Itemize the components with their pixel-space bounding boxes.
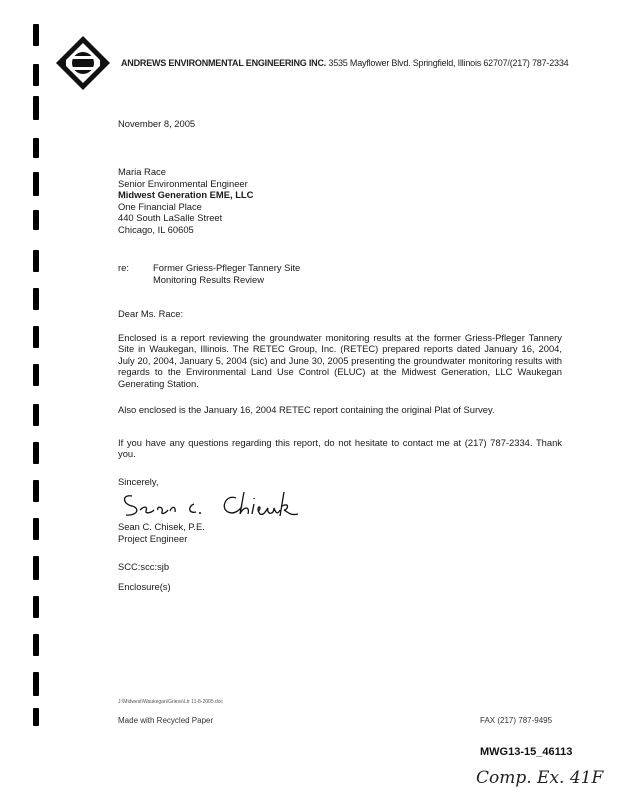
binder-mark: [33, 138, 39, 158]
document-id: MWG13-15_46113: [480, 746, 573, 758]
binder-mark: [33, 250, 39, 272]
binder-mark: [33, 172, 39, 196]
binder-mark: [33, 518, 39, 540]
company-logo-icon: [54, 34, 112, 92]
binder-mark: [33, 64, 39, 86]
recycled-paper-note: Made with Recycled Paper: [118, 716, 214, 725]
re-subject: [153, 262, 300, 285]
signer-name: Sean C. Chisek, P.E.: [118, 521, 205, 532]
recipient-block: [118, 166, 253, 236]
signer-title: Project Engineer: [118, 532, 188, 544]
salutation: Dear Ms. Race:: [118, 308, 184, 319]
binder-mark: [33, 672, 39, 696]
binder-mark: [33, 596, 39, 618]
re-subject-line1: Former Griess-Pfleger Tannery Site: [153, 262, 301, 273]
binder-mark: [33, 442, 39, 464]
body-paragraph: Enclosed is a report reviewing the groundwater monitoring results at the former Griess-Pfleger Tannery Site in Waukegan, Illinois. The RETEC Group, Inc. (RETEC) prepared reports dated January 16, 2004, July 20, 2004, January 5, 2004 (sic) and June 30, 2005 presenting the groundwater monitoring results with regards to the Environmental Land Use Control (ELUC) at the Midwest Generation, LLC Waukegan Generating Station.: [118, 332, 562, 389]
closing: Sincerely,: [118, 476, 159, 487]
company-name: ANDREWS ENVIRONMENTAL ENGINEERING INC.: [121, 58, 327, 68]
recipient-address-line1: One Financial Place: [118, 200, 202, 212]
enclosures-note: Enclosure(s): [118, 581, 171, 592]
binder-mark: [33, 634, 39, 656]
binder-mark: [33, 288, 39, 310]
recipient-address-line2: 440 South LaSalle Street: [118, 212, 223, 224]
handwritten-signature: [118, 484, 308, 520]
letterhead: [121, 58, 568, 68]
body-paragraph: If you have any questions regarding this report, do not hesitate to contact me at (217) 787-2334. Thank you.: [118, 437, 562, 460]
binder-mark: [33, 326, 39, 348]
exhibit-stamp: Comp. Ex. 41F: [476, 768, 604, 788]
binder-mark: [33, 364, 39, 386]
signer-block: [118, 521, 205, 544]
re-subject-line2: Monitoring Results Review: [153, 273, 264, 285]
recipient-company: Midwest Generation EME, LLC: [118, 189, 254, 201]
file-path: J:\Midwest\Waukegan\Griess\Ltr 11-8-2005.doc: [118, 699, 224, 705]
recipient-title: Senior Environmental Engineer: [118, 177, 248, 189]
letter-date: November 8, 2005: [118, 118, 196, 129]
fax-number: FAX (217) 787-9495: [480, 716, 553, 725]
recipient-name: Maria Race: [118, 166, 166, 177]
re-label: re:: [118, 262, 129, 273]
recipient-city: Chicago, IL 60605: [118, 223, 194, 235]
binder-mark: [33, 404, 39, 426]
company-address: 3535 Mayflower Blvd. Springfield, Illinois 62707/(217) 787-2334: [328, 58, 569, 68]
binder-mark: [33, 708, 39, 726]
reference-initials: SCC:scc:sjb: [118, 561, 170, 572]
binder-mark: [33, 480, 39, 502]
binder-mark: [33, 556, 39, 580]
binder-mark: [33, 96, 39, 120]
body-paragraph: Also enclosed is the January 16, 2004 RETEC report containing the original Plat of Survey.: [118, 404, 495, 415]
binder-mark: [33, 210, 39, 230]
binder-mark: [33, 24, 39, 46]
